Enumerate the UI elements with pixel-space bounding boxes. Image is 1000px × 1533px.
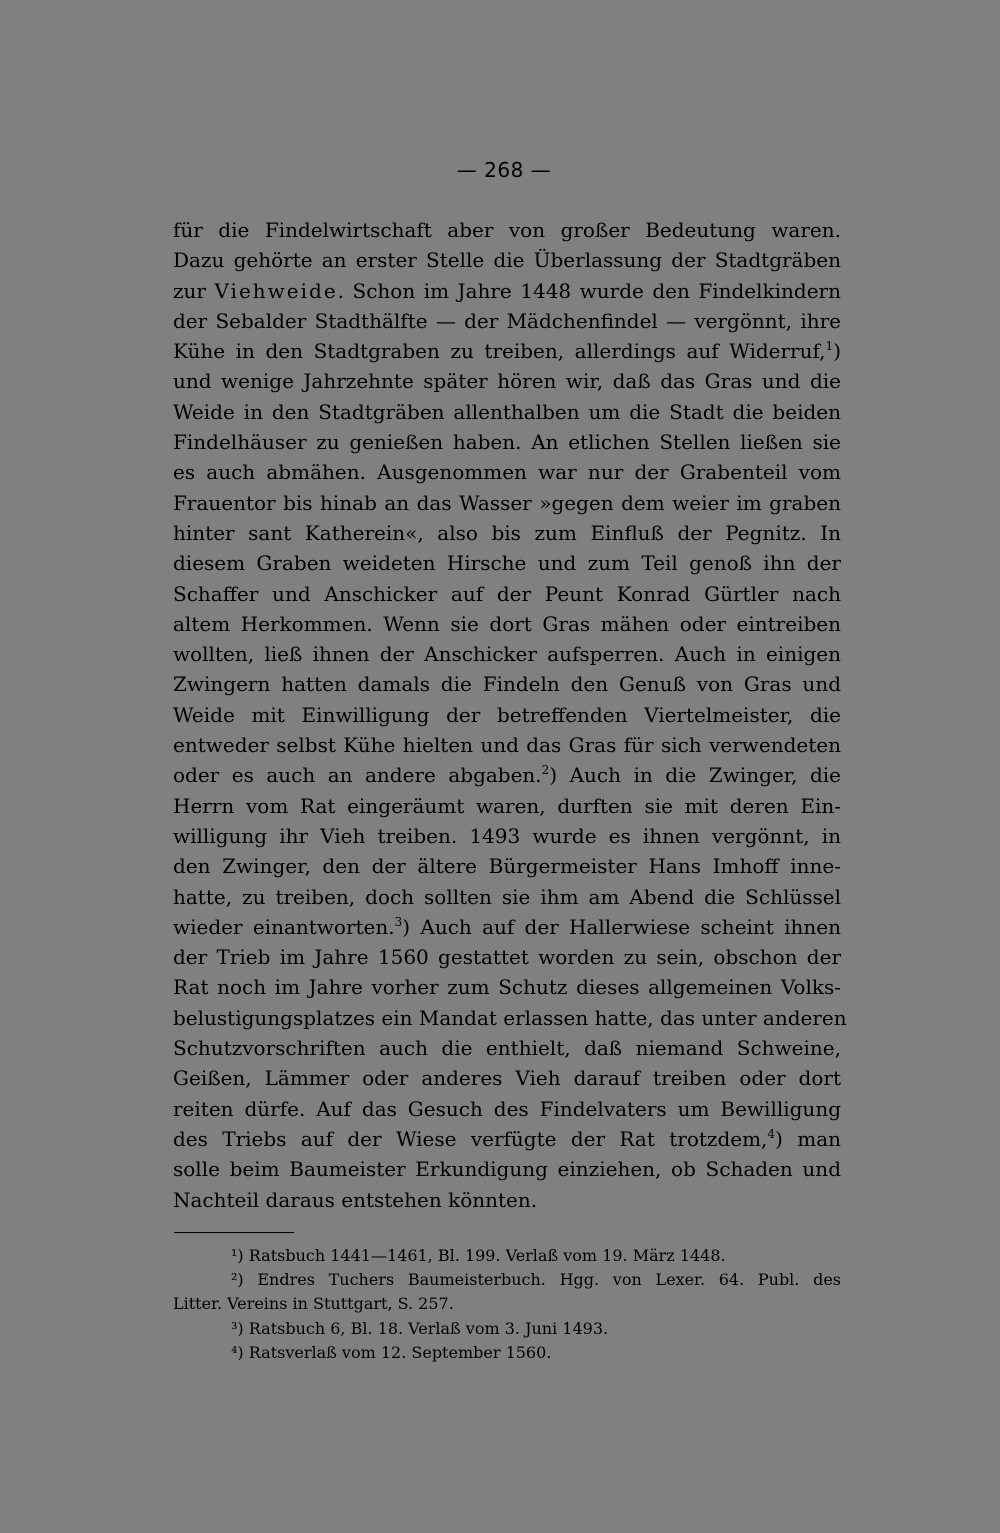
text-fragment: ) Auch in die Zwinger, die [549,763,841,788]
text-fragment: . Schon im Jahre 1448 wurde den Findelkindern [337,278,841,303]
text-fragment: ) [833,339,841,364]
text-line: wollten, ließ ihnen der Anschicker aufsperren. Auch in einigen [173,642,841,667]
text-line [173,336,841,366]
text-fragment: des Triebs auf der Wiese verfügte der Rat trotzdem, [173,1126,768,1151]
footnote: ³) Ratsbuch 6, Bl. 18. Verlaß vom 3. Juni 1493. [231,1318,609,1338]
text-line: reiten dürfe. Auf das Gesuch des Findelvaters um Bewilligung [173,1096,841,1121]
footnotes [173,1244,841,1365]
text-fragment: zur [173,278,206,303]
text-line: der Trieb im Jahre 1560 gestattet worden zu sein, obschon der [173,945,841,970]
text-line: Geißen, Lämmer oder anderes Vieh darauf treiben oder dort [173,1066,841,1091]
text-line: Dazu gehörte an erster Stelle die Überlassung der Stadtgräben [173,248,841,273]
text-line: altem Herkommen. Wenn sie dort Gras mähen oder eintreiben [173,611,841,636]
text-fragment: ) man [775,1126,841,1151]
footnote: ¹) Ratsbuch 1441—1461, Bl. 199. Verlaß vom 19. März 1448. [231,1246,726,1265]
text-line: Schutzvorschriften auch die enthielt, daß niemand Schweine, [173,1036,841,1061]
footnote-marker: 3 [394,914,403,929]
text-line: Weide mit Einwilligung der betreffenden Viertelmeister, die [173,702,841,727]
text-line: es auch abmähen. Ausgenommen war nur der Grabenteil vom [173,460,841,485]
footnote-marker: 1 [825,339,834,354]
text-line [173,1124,841,1154]
text-fragment: Kühe in den Stadtgraben zu treiben, allerdings auf Widerruf, [173,339,826,364]
footnote: ²) Endres Tuchers Baumeisterbuch. Hgg. von Lexer. 64. Publ. des [231,1270,841,1290]
text-line: hatte, zu treiben, doch sollten sie ihm am Abend die Schlüssel [173,884,841,909]
text-line: Nachteil daraus entstehen könnten. [173,1187,538,1212]
emphasized-term: Viehweide [214,278,338,303]
footnote-continuation: Litter. Vereins in Stuttgart, S. 257. [173,1294,454,1314]
footnote: ⁴) Ratsverlaß vom 12. September 1560. [231,1342,552,1362]
footnote-marker: 4 [767,1126,776,1141]
text-line: solle beim Baumeister Erkundigung einziehen, ob Schaden und [173,1157,841,1182]
text-line: Weide in den Stadtgräben allenthalben um die Stadt die beiden [173,399,841,424]
text-line: der Sebalder Stadthälfte — der Mädchenfindel — vergönnt, ihre [173,308,841,333]
text-fragment: ) Auch auf der Hallerwiese scheint ihnen [402,914,842,939]
text-line: und wenige Jahrzehnte später hören wir, daß das Gras und die [173,369,841,394]
text-line: Findelhäuser zu genießen haben. An etlichen Stellen ließen sie [173,430,841,455]
text-line [173,912,841,942]
text-line: Rat noch im Jahre vorher zum Schutz dieses allgemeinen Volks- [173,975,841,1000]
text-line: Zwingern hatten damals die Findeln den Genuß von Gras und [173,672,841,697]
text-line [173,760,841,790]
text-line: diesem Graben weideten Hirsche und zum Teil genoß ihn der [173,551,841,576]
footnote-divider [174,1232,294,1233]
text-fragment: oder es auch an andere abgaben. [173,763,542,788]
text-line: Frauentor bis hinab an das Wasser »gegen dem weier im graben [173,490,841,515]
text-line: für die Findelwirtschaft aber von großer Bedeutung waren. [173,218,841,242]
text-line [173,276,841,306]
text-line: entweder selbst Kühe hielten und das Gras für sich verwendeten [173,733,841,758]
text-line: willigung ihr Vieh treiben. 1493 wurde es ihnen vergönnt, in [173,823,841,848]
footnote-marker: 2 [541,763,550,778]
text-line: belustigungsplatzes ein Mandat erlassen hatte, das unter anderen [173,1005,847,1030]
text-line: Herrn vom Rat eingeräumt waren, durften sie mit deren Ein- [173,793,841,818]
text-fragment: wieder einantworten. [173,914,395,939]
page-number: — 268 — [456,158,552,182]
text-line: Schaffer und Anschicker auf der Peunt Konrad Gürtler nach [173,581,841,606]
text-line: den Zwinger, den der ältere Bürgermeister Hans Imhoff inne- [173,854,841,879]
text-line: hinter sant Katherein«, also bis zum Einfluß der Pegnitz. In [173,520,841,545]
body-text [173,215,847,1215]
